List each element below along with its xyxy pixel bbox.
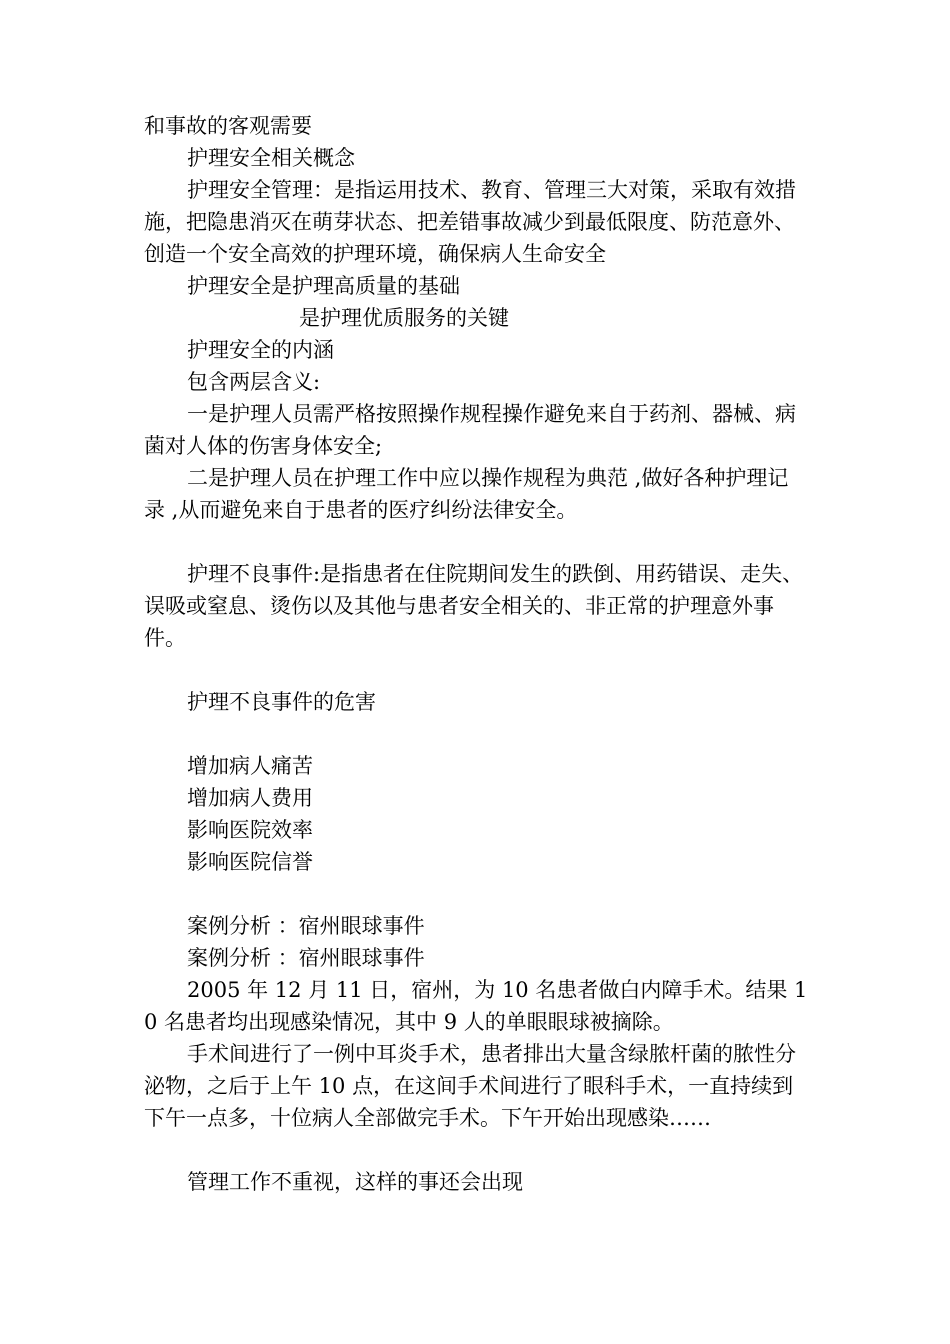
paragraph-conclusion: 管理工作不重视，这样的事还会出现 — [187, 1170, 523, 1194]
paragraph-case-summary: 2005 年 12 月 11 日，宿州，为 10 名患者做白内障手术。结果 10 名患者均出现感染情况，其中 9 人的单眼眼球被摘除。 — [144, 978, 808, 1034]
list-item-harm: 增加病人费用 — [187, 786, 313, 810]
list-item-harm: 增加病人痛苦 — [187, 754, 313, 778]
paragraph-heading-connotation: 护理安全的内涵 — [187, 338, 334, 362]
spacer — [144, 526, 809, 558]
paragraph-safety-foundation: 护理安全是护理高质量的基础 — [187, 274, 460, 298]
spacer — [144, 878, 809, 910]
paragraph-safety-management: 护理安全管理：是指运用技术、教育、管理三大对策，采取有效措施，把隐患消灭在萌芽状态、把差错事故减少到最低限度、防范意外、创造一个安全高效的护理环境，确保病人生命安全 — [144, 178, 796, 266]
document-page — [144, 110, 809, 1198]
spacer — [144, 1134, 809, 1166]
paragraph-case-heading: 案例分析 ：宿州眼球事件 — [187, 946, 425, 970]
paragraph-heading-harm: 护理不良事件的危害 — [187, 690, 376, 714]
list-item-harm: 影响医院信誉 — [187, 850, 313, 874]
paragraph-case-heading: 案例分析 ：宿州眼球事件 — [187, 914, 425, 938]
paragraph-case-detail: 手术间进行了一例中耳炎手术，患者排出大量含绿脓杆菌的脓性分泌物，之后于上午 10 点，在这间手术间进行了眼科手术，一直持续到下午一点多，十位病人全部做完手术。下午开始出现感染…… — [144, 1042, 796, 1130]
paragraph-continuation: 和事故的客观需要 — [144, 114, 312, 138]
paragraph-two-meanings: 包含两层含义: — [187, 370, 321, 394]
paragraph-meaning-one: 一是护理人员需严格按照操作规程操作避免来自于药剂、器械、病菌对人体的伤害身体安全; — [144, 402, 796, 458]
paragraph-heading-concepts: 护理安全相关概念 — [187, 146, 355, 170]
spacer — [144, 718, 809, 750]
spacer — [144, 654, 809, 686]
list-item-harm: 影响医院效率 — [187, 818, 313, 842]
paragraph-service-key: 是护理优质服务的关键 — [299, 306, 509, 330]
paragraph-meaning-two: 二是护理人员在护理工作中应以操作规程为典范 ,做好各种护理记录 ,从而避免来自于患者的医疗纠纷法律安全。 — [144, 466, 789, 522]
paragraph-adverse-events: 护理不良事件:是指患者在住院期间发生的跌倒、用药错误、走失、误吸或窒息、烫伤以及其他与患者安全相关的、非正常的护理意外事件。 — [144, 562, 804, 650]
